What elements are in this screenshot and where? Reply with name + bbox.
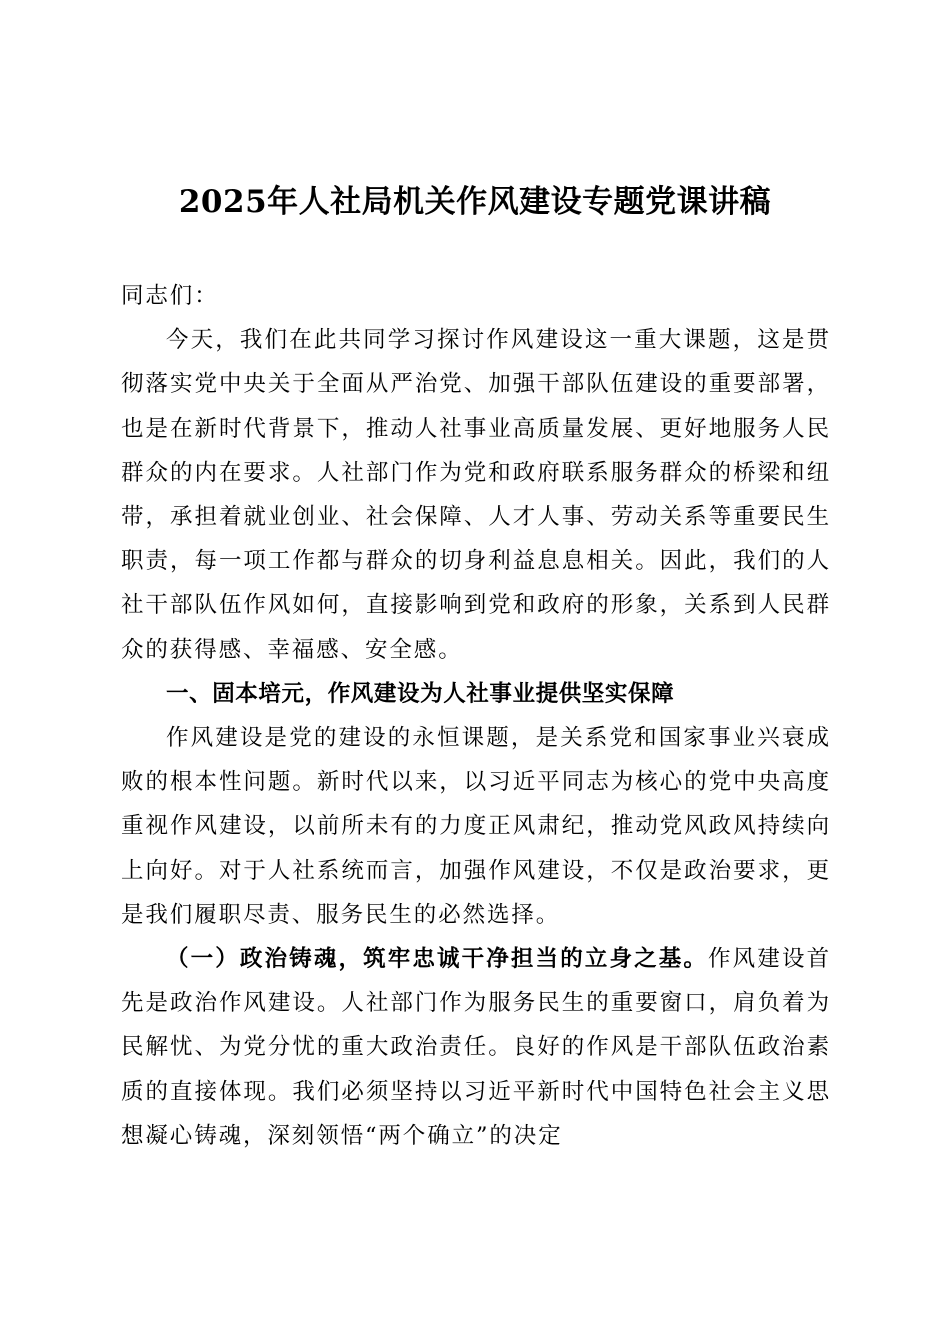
- subsection-1-text: 作风建设首先是政治作风建设。人社部门作为服务民生的重要窗口，肩负着为民解忧、为党分忧的重大政治责任。良好的作风是干部队伍政治素质的直接体现。我们必须坚持以习近平新时代中国特色社会主义思想凝心铸魂，深刻领悟“两个确立”的决定: [121, 946, 831, 1149]
- section-1-paragraph: 作风建设是党的建设的永恒课题，是关系党和国家事业兴衰成败的根本性问题。新时代以来，以习近平同志为核心的党中央高度重视作风建设，以前所未有的力度正风肃纪，推动党风政风持续向上向好。对于人社系统而言，加强作风建设，不仅是政治要求，更是我们履职尽责、服务民生的必然选择。: [121, 725, 831, 928]
- subsection-1-heading: （一）政治铸魂，筑牢忠诚干净担当的立身之基。: [166, 946, 709, 973]
- subsection-1-paragraph: [121, 937, 831, 1158]
- section-1-heading: 一、固本培元，作风建设为人社事业提供坚实保障: [166, 680, 675, 707]
- intro-paragraph: 今天，我们在此共同学习探讨作风建设这一重大课题，这是贯彻落实党中央关于全面从严治党、加强干部队伍建设的重要部署，也是在新时代背景下，推动人社事业高质量发展、更好地服务人民群众的内在要求。人社部门作为党和政府联系服务群众的桥梁和纽带，承担着就业创业、社会保障、人才人事、劳动关系等重要民生职责，每一项工作都与群众的切身利益息息相关。因此，我们的人社干部队伍作风如何，直接影响到党和政府的形象，关系到人民群众的获得感、幸福感、安全感。: [121, 327, 831, 663]
- document-title: 2025年人社局机关作风建设专题党课讲稿: [178, 184, 772, 220]
- salutation: 同志们：: [121, 283, 219, 309]
- document-body: [121, 274, 831, 1158]
